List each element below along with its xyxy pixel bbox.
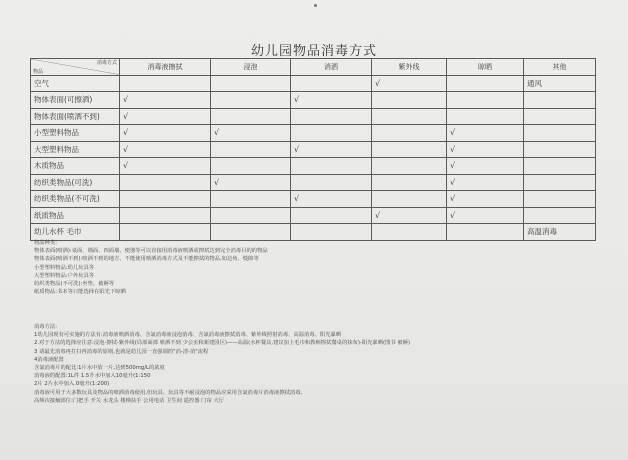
row-label: 小型塑料物品 xyxy=(31,125,120,142)
table-cell xyxy=(524,92,596,109)
note-line: 3 请最先消毒再打扫再消毒的原则,也就是幼儿园一直强调的"消-清-消"流程 xyxy=(34,348,209,355)
column-header: 消毒液擦拭 xyxy=(120,59,211,76)
note-line: 高频次接触部位:门把手 开关 水龙头 楼梯扶手 公用电话 卫生间 遥控器 门帘 大厅 xyxy=(34,397,225,404)
table-row xyxy=(31,75,596,92)
note-line: 消毒液可用于大多数玩具及物品的喷洒消毒使用,但玩具、玩具等不耐浸泡的物品应采用含氯消毒片消毒液擦拭消毒, xyxy=(34,389,303,396)
table-cell xyxy=(447,224,524,241)
table-cell xyxy=(524,108,596,125)
note-line: 4消毒液配置 xyxy=(34,356,64,363)
table-cell xyxy=(524,158,596,175)
table-cell xyxy=(447,75,524,92)
table-cell xyxy=(211,75,291,92)
check-mark-cell: √ xyxy=(120,125,211,142)
note-line: 大型塑料物品:户外玩具等 xyxy=(34,272,95,279)
table-cell xyxy=(120,207,211,224)
corner-top-label: 消毒方式 xyxy=(96,60,117,66)
table-cell xyxy=(447,92,524,109)
page-title: 幼儿园物品消毒方式 xyxy=(250,44,377,59)
check-mark-cell: √ xyxy=(372,75,447,92)
table-cell xyxy=(372,141,447,158)
pin-mark xyxy=(314,4,317,7)
row-label: 纺织类物品(可洗) xyxy=(31,174,120,191)
column-header: 晾晒 xyxy=(447,59,524,76)
table-cell xyxy=(211,141,291,158)
row-label: 大型塑料物品 xyxy=(31,141,120,158)
note-line: 纺织类物品(不可洗):坐垫、被褥等 xyxy=(34,280,115,287)
table-cell xyxy=(120,75,211,92)
note-line: 小型塑料物品:幼儿玩具等 xyxy=(34,264,95,271)
table-cell xyxy=(524,125,596,142)
table-cell xyxy=(291,75,372,92)
table-row xyxy=(31,158,596,175)
table-row xyxy=(31,125,596,142)
note-line: 纸质物品:书本等只能选择在阳光下晾晒 xyxy=(34,289,126,296)
table-cell xyxy=(372,125,447,142)
check-mark-cell: √ xyxy=(447,158,524,175)
check-mark-cell: √ xyxy=(211,174,291,191)
table-cell xyxy=(291,174,372,191)
table-cell xyxy=(211,158,291,175)
table-cell xyxy=(372,191,447,208)
corner-header-cell xyxy=(31,59,120,76)
note-line: 含氯消毒片的配比:1片水中放一片,达到500mg/L的浓度 xyxy=(34,364,165,371)
table-cell: 通风 xyxy=(524,75,596,92)
check-mark-cell: √ xyxy=(447,191,524,208)
corner-bottom-label: 物品 xyxy=(33,68,44,75)
table-cell xyxy=(291,224,372,241)
table-cell xyxy=(447,108,524,125)
table-cell xyxy=(291,207,372,224)
note-line: 物体表面(喷洒):桌面、墙面、四面墙、便器等可以直接用消毒液喷洒或擦拭达到完全消毒目的的物品 xyxy=(34,248,268,255)
note-line: 2.对于方法的选择应注意:浸泡-擦拭-紫外线(局部面部 喷洒不到 少公室和新建园区)——高温(水杯餐具,建议加上毛巾和教师擦拭餐桌的抹布)-阳光暴晒(图书 被褥) xyxy=(34,340,411,347)
check-mark-cell: √ xyxy=(447,207,524,224)
table-cell xyxy=(211,191,291,208)
column-header: 浸泡 xyxy=(211,59,291,76)
table-cell xyxy=(120,224,211,241)
table-cell xyxy=(211,207,291,224)
table-cell xyxy=(524,141,596,158)
table-row xyxy=(31,207,596,224)
table-row xyxy=(31,191,596,208)
table-cell xyxy=(372,108,447,125)
table-cell xyxy=(524,207,596,224)
check-mark-cell: √ xyxy=(120,141,211,158)
row-label: 纸质物品 xyxy=(31,207,120,224)
table-header-row xyxy=(31,59,596,76)
check-mark-cell: √ xyxy=(447,141,524,158)
check-mark-cell: √ xyxy=(120,108,211,125)
check-mark-cell: √ xyxy=(447,125,524,142)
note-line: 1幼儿园现有可实施的方法有:消毒液喷洒消毒、含氯消毒液浸泡消毒、含氯消毒液擦拭消毒、紫外线照射消毒、高温消毒、阳光暴晒 xyxy=(34,332,342,339)
check-mark-cell: √ xyxy=(372,207,447,224)
check-mark-cell: √ xyxy=(447,174,524,191)
check-mark-cell: √ xyxy=(291,92,372,109)
table-cell xyxy=(372,92,447,109)
table-cell xyxy=(524,174,596,191)
table-row xyxy=(31,92,596,109)
table-cell xyxy=(211,224,291,241)
disinfection-table xyxy=(30,58,596,241)
table-cell: 高温消毒 xyxy=(524,224,596,241)
table-row xyxy=(31,224,596,241)
notes-methods xyxy=(34,323,410,405)
check-mark-cell: √ xyxy=(291,191,372,208)
table-cell xyxy=(524,191,596,208)
row-label: 木质物品 xyxy=(31,158,120,175)
notes-item-types xyxy=(34,239,268,296)
column-header: 消洒 xyxy=(291,59,372,76)
note-line: 物体表面(喷洒不到):喷洒不到的地方、不能使用喷洒消毒方式及不能擦拭的物品,如边角、缝隙等 xyxy=(34,256,259,263)
table-cell xyxy=(372,158,447,175)
table-row xyxy=(31,141,596,158)
table-cell xyxy=(211,108,291,125)
table-cell xyxy=(372,174,447,191)
row-label: 物体表面(喷洒不到) xyxy=(31,108,120,125)
note-line: 2片 2片水中加入.0毫升(1:200) xyxy=(34,381,110,388)
table-cell xyxy=(291,125,372,142)
check-mark-cell: √ xyxy=(120,92,211,109)
row-label: 纺织类物品(不可洗) xyxy=(31,191,120,208)
table-row xyxy=(31,174,596,191)
row-label: 空气 xyxy=(31,75,120,92)
table-cell xyxy=(120,174,211,191)
table-cell xyxy=(372,224,447,241)
table-cell xyxy=(291,158,372,175)
table-row xyxy=(31,108,596,125)
column-header: 其他 xyxy=(524,59,596,76)
table-cell xyxy=(120,191,211,208)
note-line: 消毒方法: xyxy=(34,324,57,330)
note-line: 物品种类: xyxy=(34,240,57,246)
table-cell xyxy=(211,92,291,109)
column-header: 紫外线 xyxy=(372,59,447,76)
check-mark-cell: √ xyxy=(211,125,291,142)
row-label: 幼儿水杯 毛巾 xyxy=(31,224,120,241)
table-cell xyxy=(291,108,372,125)
check-mark-cell: √ xyxy=(291,141,372,158)
note-line: 消毒液的配置:1L件 1.5升水中加入10毫升(1:150 xyxy=(34,373,151,380)
check-mark-cell: √ xyxy=(120,158,211,175)
row-label: 物体表面(可擦洒) xyxy=(31,92,120,109)
